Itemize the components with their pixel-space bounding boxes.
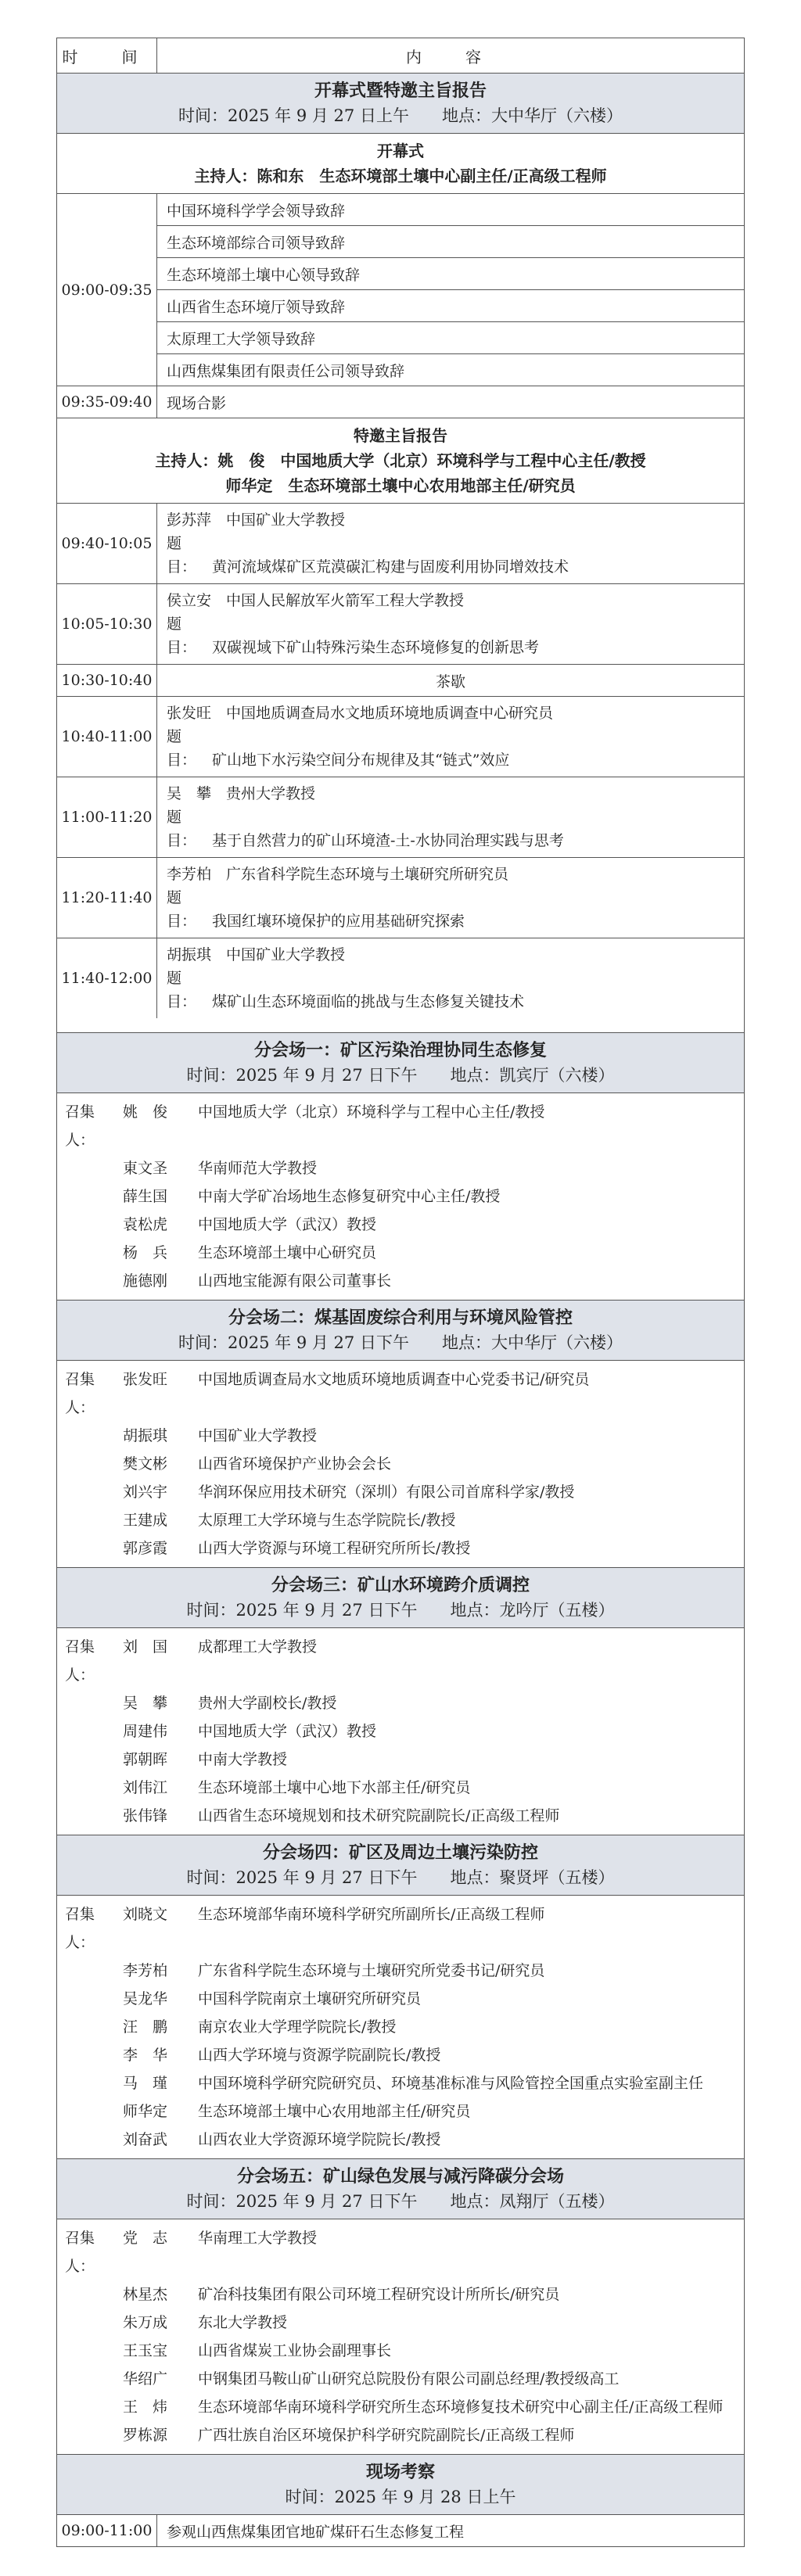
member-role [65, 1422, 123, 1450]
member-affiliation: 生态环境部华南环境科学研究所生态环境修复技术研究中心副主任/正高级工程师 [198, 2398, 724, 2416]
plenary-title: 开幕式暨特邀主旨报告 [314, 81, 487, 101]
member-affiliation: 山西省煤炭工业协会副理事长 [198, 2342, 392, 2359]
member-affiliation: 生态环境部华南环境科学研究所副所长/正高级工程师 [198, 1906, 545, 1923]
member-name: 刘 国 [123, 1638, 168, 1656]
list-item [65, 1689, 736, 1717]
plenary-info: 时间：2025 年 9 月 27 日上午 地点：大中华厅（六楼） [178, 106, 623, 125]
talk-topic: 基于自然营力的矿山环境渣-土-水协同治理实践与思考 [212, 832, 564, 849]
session-band [57, 1301, 744, 1360]
member-name: 王玉宝 [123, 2342, 168, 2359]
session-members-row [57, 2219, 744, 2454]
talk-topic: 煤矿山生态环境面临的挑战与生态修复关键技术 [212, 993, 525, 1010]
member-name: 李芳柏 [123, 1962, 168, 1979]
member-role [65, 2041, 123, 2069]
member-name: 张发旺 [123, 1371, 168, 1388]
keynote-host-1: 主持人：姚 俊 中国地质大学（北京）环境科学与工程中心主任/教授 [155, 451, 646, 470]
list-item [65, 2421, 736, 2449]
talk-row [57, 938, 744, 1018]
keynote-band-row [57, 418, 744, 504]
member-list [57, 1628, 744, 1835]
session-title: 分会场二：煤基固废综合利用与环境风险管控 [228, 1308, 573, 1328]
talk-time: 11:40-12:00 [57, 938, 157, 1018]
member-role [65, 2069, 123, 2097]
talk-row [57, 504, 744, 584]
member-affiliation: 山西省生态环境规划和技术研究院副院长/正高级工程师 [198, 1807, 560, 1824]
member-affiliation: 山西大学资源与环境工程研究所所长/教授 [198, 1540, 471, 1557]
member-role: 召集人： [65, 1638, 95, 1684]
opening-speech-list [157, 194, 744, 386]
session-band-row [57, 1835, 744, 1896]
speech-item: 生态环境部土壤中心领导致辞 [157, 258, 744, 290]
session-band [57, 1568, 744, 1627]
session-info: 时间：2025 年 9 月 27 日下午 地点：凤翔厅（五楼） [186, 2192, 615, 2211]
member-affiliation: 东北大学教授 [198, 2314, 288, 2331]
member-name: 胡振琪 [123, 1427, 168, 1444]
member-name: 袁松虎 [123, 1216, 168, 1233]
session-band-row [57, 2159, 744, 2219]
talk-row [57, 697, 744, 777]
list-item [65, 2069, 736, 2097]
member-affiliation: 华南师范大学教授 [198, 1160, 318, 1177]
member-role [65, 1239, 123, 1267]
talk-row [57, 858, 744, 938]
speech-item: 生态环境部综合司领导致辞 [157, 226, 744, 258]
list-item [65, 1717, 736, 1745]
member-affiliation: 中国矿业大学教授 [198, 1427, 318, 1444]
member-role [65, 1154, 123, 1182]
session-band [57, 2159, 744, 2219]
member-name: 杨 兵 [123, 1244, 168, 1261]
member-name: 施德刚 [123, 1272, 168, 1290]
member-affiliation: 山西大学环境与资源学院副院长/教授 [198, 2047, 441, 2064]
member-role: 召集人： [65, 1371, 95, 1416]
member-role [65, 1211, 123, 1239]
member-role [65, 2393, 123, 2421]
photo-row [57, 386, 744, 418]
session-title: 分会场一：矿区污染治理协同生态修复 [253, 1040, 547, 1060]
site-visit-info: 时间：2025 年 9 月 28 日上午 [285, 2488, 516, 2506]
talk-topic-line [167, 967, 735, 1014]
site-visit-time: 09:00-11:00 [57, 2515, 157, 2546]
list-item [65, 1267, 736, 1295]
member-name: 林星杰 [123, 2286, 168, 2303]
member-name: 朱万成 [123, 2314, 168, 2331]
member-role [65, 1745, 123, 1774]
speech-item: 太原理工大学领导致辞 [157, 322, 744, 354]
member-role [65, 2337, 123, 2365]
member-name: 王建成 [123, 1512, 168, 1529]
talk-time: 09:40-10:05 [57, 504, 157, 583]
topic-label: 题 目： [167, 889, 197, 930]
sessions-block [56, 1032, 745, 2454]
list-item [65, 2393, 736, 2421]
talk-topic-line [167, 725, 735, 772]
talk-speaker: 张发旺 中国地质调查局水文地质环境地质调查中心研究员 [167, 705, 554, 722]
member-affiliation: 华南理工大学教授 [198, 2230, 318, 2247]
member-affiliation: 矿冶科技集团有限公司环境工程研究设计所所长/研究员 [198, 2286, 560, 2303]
member-list [57, 1361, 744, 1567]
talk-time: 11:20-11:40 [57, 858, 157, 938]
member-affiliation: 贵州大学副校长/教授 [198, 1695, 337, 1712]
list-item [65, 1365, 736, 1422]
list-item [65, 1745, 736, 1774]
speech-item: 山西焦煤集团有限责任公司领导致辞 [167, 362, 405, 380]
member-role [65, 1478, 123, 1506]
talk-content [157, 777, 744, 857]
list-item [65, 2309, 736, 2337]
session-members-row [57, 1896, 744, 2159]
list-item [65, 1182, 736, 1211]
opening-band-row [57, 134, 744, 194]
member-role [65, 2013, 123, 2041]
opening-title: 开幕式 [377, 142, 424, 160]
member-name: 刘奋武 [123, 2131, 168, 2148]
member-role [65, 2365, 123, 2393]
member-affiliation: 中国地质大学（武汉）教授 [198, 1216, 377, 1233]
talk-topic-line [167, 886, 735, 933]
opening-speeches-row [57, 194, 744, 386]
talk-row [57, 584, 744, 665]
member-name: 师华定 [123, 2103, 168, 2120]
opening-band [57, 134, 744, 193]
member-name: 吴 攀 [123, 1695, 168, 1712]
site-visit-band-row [57, 2455, 744, 2515]
list-item [65, 1534, 736, 1562]
member-affiliation: 中国地质大学（北京）环境科学与工程中心主任/教授 [198, 1103, 545, 1121]
member-name: 東文圣 [123, 1160, 168, 1177]
talk-time: 10:40-11:00 [57, 697, 157, 777]
member-name: 薛生国 [123, 1188, 168, 1205]
session-info: 时间：2025 年 9 月 27 日下午 地点：凯宾厅（六楼） [186, 1066, 615, 1085]
session-band-row [57, 1568, 744, 1628]
member-affiliation: 山西地宝能源有限公司董事长 [198, 1272, 392, 1290]
agenda-sheet [56, 38, 745, 2547]
session-band-row [57, 1301, 744, 1361]
list-item [65, 2041, 736, 2069]
member-name: 王 炜 [123, 2398, 168, 2416]
keynote-band [57, 418, 744, 503]
topic-label: 题 目： [167, 615, 197, 656]
member-role [65, 1985, 123, 2013]
list-item [65, 2365, 736, 2393]
block-gap [56, 1018, 745, 1032]
list-item [65, 2126, 736, 2154]
session-info: 时间：2025 年 9 月 27 日下午 地点：大中华厅（六楼） [178, 1333, 623, 1352]
member-affiliation: 生态环境部土壤中心地下水部主任/研究员 [198, 1779, 471, 1796]
member-name: 李 华 [123, 2047, 168, 2064]
member-name: 马 瑾 [123, 2075, 168, 2092]
topic-label: 题 目： [167, 809, 197, 849]
list-item [65, 1239, 736, 1267]
talk-topic-line [167, 532, 735, 579]
session-members-row [57, 1628, 744, 1835]
member-role [65, 1774, 123, 1802]
list-item [65, 1774, 736, 1802]
member-role [65, 1534, 123, 1562]
site-visit-band [57, 2455, 744, 2514]
talk-topic-line [167, 805, 735, 852]
list-item [65, 1478, 736, 1506]
member-name: 张伟锋 [123, 1807, 168, 1824]
talk-content [157, 697, 744, 777]
member-affiliation: 南京农业大学理学院院长/教授 [198, 2018, 397, 2036]
member-name: 刘晓文 [123, 1906, 168, 1923]
member-role [65, 2097, 123, 2126]
talk-content [157, 938, 744, 1018]
list-item [65, 1802, 736, 1830]
member-name: 姚 俊 [123, 1103, 168, 1121]
member-role [65, 1957, 123, 1985]
talk-topic: 矿山地下水污染空间分布规律及其“链式”效应 [212, 752, 510, 769]
member-role [65, 1182, 123, 1211]
talk-speaker: 吴 攀 贵州大学教授 [167, 785, 316, 802]
member-affiliation: 中南大学矿冶场地生态修复研究中心主任/教授 [198, 1188, 501, 1205]
photo-time: 09:35-09:40 [57, 386, 157, 418]
member-affiliation: 中国科学院南京土壤研究所研究员 [198, 1990, 422, 2007]
talk-row [57, 777, 744, 858]
member-affiliation: 生态环境部土壤中心研究员 [198, 1244, 377, 1261]
talk-topic: 双碳视域下矿山特殊污染生态环境修复的创新思考 [212, 639, 540, 656]
member-role [65, 2126, 123, 2154]
talk-content [157, 584, 744, 664]
topic-label: 题 目： [167, 728, 197, 769]
list-item [65, 1900, 736, 1957]
morning-block [56, 38, 745, 1018]
list-item [65, 2280, 736, 2309]
member-role [65, 1802, 123, 1830]
member-role [65, 1717, 123, 1745]
member-name: 郭朝晖 [123, 1751, 168, 1768]
member-affiliation: 中南大学教授 [198, 1751, 288, 1768]
list-item [65, 1450, 736, 1478]
member-affiliation: 华润环保应用技术研究（深圳）有限公司首席科学家/教授 [198, 1484, 575, 1501]
member-role [65, 2421, 123, 2449]
member-list [57, 2219, 744, 2454]
session-title: 分会场五：矿山绿色发展与减污降碳分会场 [236, 2166, 564, 2187]
member-role [65, 1267, 123, 1295]
talk-topic: 黄河流域煤矿区荒漠碳汇构建与固废利用协同增效技术 [212, 558, 569, 576]
site-visit-title: 现场考察 [365, 2462, 435, 2482]
member-list [57, 1896, 744, 2158]
member-affiliation: 太原理工大学环境与生态学院院长/教授 [198, 1512, 456, 1529]
site-visit-text: 参观山西焦煤集团官地矿煤矸石生态修复工程 [167, 2523, 465, 2541]
talk-content [157, 504, 744, 583]
list-item [65, 1098, 736, 1154]
member-name: 罗栋源 [123, 2427, 168, 2444]
talk-content [157, 858, 744, 938]
member-affiliation: 中国地质大学（武汉）教授 [198, 1723, 377, 1740]
member-role [65, 2309, 123, 2337]
member-list [57, 1093, 744, 1300]
member-name: 周建伟 [123, 1723, 168, 1740]
list-item [65, 2013, 736, 2041]
member-name: 汪 鹏 [123, 2018, 168, 2036]
member-affiliation: 中国环境科学研究院研究员、环境基准标准与风险管控全国重点实验室副主任 [198, 2075, 704, 2092]
member-name: 刘兴宇 [123, 1484, 168, 1501]
session-title: 分会场三：矿山水环境跨介质调控 [271, 1575, 530, 1595]
list-item [65, 1211, 736, 1239]
member-affiliation: 广西壮族自治区环境保护科学研究院副院长/正高级工程师 [198, 2427, 575, 2444]
session-info: 时间：2025 年 9 月 27 日下午 地点：聚贤坪（五楼） [186, 1868, 615, 1887]
member-name: 刘伟江 [123, 1779, 168, 1796]
talk-speaker: 胡振琪 中国矿业大学教授 [167, 946, 346, 963]
member-name: 吴龙华 [123, 1990, 168, 2007]
break-row [57, 665, 744, 697]
member-name: 党 志 [123, 2230, 168, 2247]
list-item [65, 2097, 736, 2126]
member-role: 召集人： [65, 2230, 95, 2275]
topic-label: 题 目： [167, 535, 197, 576]
talk-time: 10:05-10:30 [57, 584, 157, 664]
session-members-row [57, 1361, 744, 1568]
site-visit-block [56, 2454, 745, 2547]
list-item [65, 1422, 736, 1450]
header-content: 内 容 [406, 47, 495, 66]
member-affiliation: 山西省环境保护产业协会会长 [198, 1455, 392, 1473]
member-affiliation: 生态环境部土壤中心农用地部主任/研究员 [198, 2103, 471, 2120]
member-role [65, 1689, 123, 1717]
member-name: 郭彦霞 [123, 1540, 168, 1557]
member-name: 华绍广 [123, 2370, 168, 2388]
session-band-row [57, 1033, 744, 1093]
session-members-row [57, 1093, 744, 1301]
member-affiliation: 广东省科学院生态环境与土壤研究所党委书记/研究员 [198, 1962, 545, 1979]
talk-topic-line [167, 612, 735, 659]
talk-speaker: 彭苏萍 中国矿业大学教授 [167, 511, 346, 529]
opening-time: 09:00-09:35 [57, 194, 157, 386]
list-item [65, 1154, 736, 1182]
speech-item: 山西省生态环境厅领导致辞 [157, 290, 744, 322]
session-info: 时间：2025 年 9 月 27 日下午 地点：龙吟厅（五楼） [186, 1601, 615, 1620]
talk-speaker: 侯立安 中国人民解放军火箭军工程大学教授 [167, 592, 465, 609]
break-time: 10:30-10:40 [57, 665, 157, 696]
member-affiliation: 中钢集团马鞍山矿山研究总院股份有限公司副总经理/教授级高工 [198, 2370, 620, 2388]
table-header [57, 38, 744, 74]
keynote-title: 特邀主旨报告 [354, 426, 447, 445]
talk-time: 11:00-11:20 [57, 777, 157, 857]
member-affiliation: 山西农业大学资源环境学院院长/教授 [198, 2131, 441, 2148]
plenary-band-row [57, 74, 744, 134]
session-band [57, 1033, 744, 1092]
member-role [65, 1450, 123, 1478]
member-name: 樊文彬 [123, 1455, 168, 1473]
list-item [65, 1506, 736, 1534]
talk-speaker: 李芳柏 广东省科学院生态环境与土壤研究所研究员 [167, 866, 509, 883]
member-role [65, 1506, 123, 1534]
header-time: 时 间 [57, 38, 157, 73]
member-role [65, 2280, 123, 2309]
photo-text: 现场合影 [167, 394, 227, 412]
site-visit-row [57, 2515, 744, 2546]
plenary-band [57, 74, 744, 133]
member-role: 召集人： [65, 1906, 95, 1951]
list-item [65, 1985, 736, 2013]
session-title: 分会场四：矿区及周边土壤污染防控 [262, 1842, 538, 1863]
topic-label: 题 目： [167, 970, 197, 1010]
list-item [65, 1633, 736, 1689]
opening-host: 主持人：陈和东 生态环境部土壤中心副主任/正高级工程师 [194, 167, 607, 185]
break-text: 茶歇 [435, 673, 465, 691]
member-affiliation: 成都理工大学教授 [198, 1638, 318, 1656]
speech-item: 中国环境科学学会领导致辞 [157, 194, 744, 226]
member-role: 召集人： [65, 1103, 95, 1149]
list-item [65, 2337, 736, 2365]
list-item [65, 2224, 736, 2280]
session-band [57, 1835, 744, 1895]
list-item [65, 1957, 736, 1985]
member-affiliation: 中国地质调查局水文地质环境地质调查中心党委书记/研究员 [198, 1371, 590, 1388]
keynote-host-2: 师华定 生态环境部土壤中心农用地部主任/研究员 [225, 476, 576, 495]
talk-topic: 我国红壤环境保护的应用基础研究探索 [212, 913, 465, 930]
